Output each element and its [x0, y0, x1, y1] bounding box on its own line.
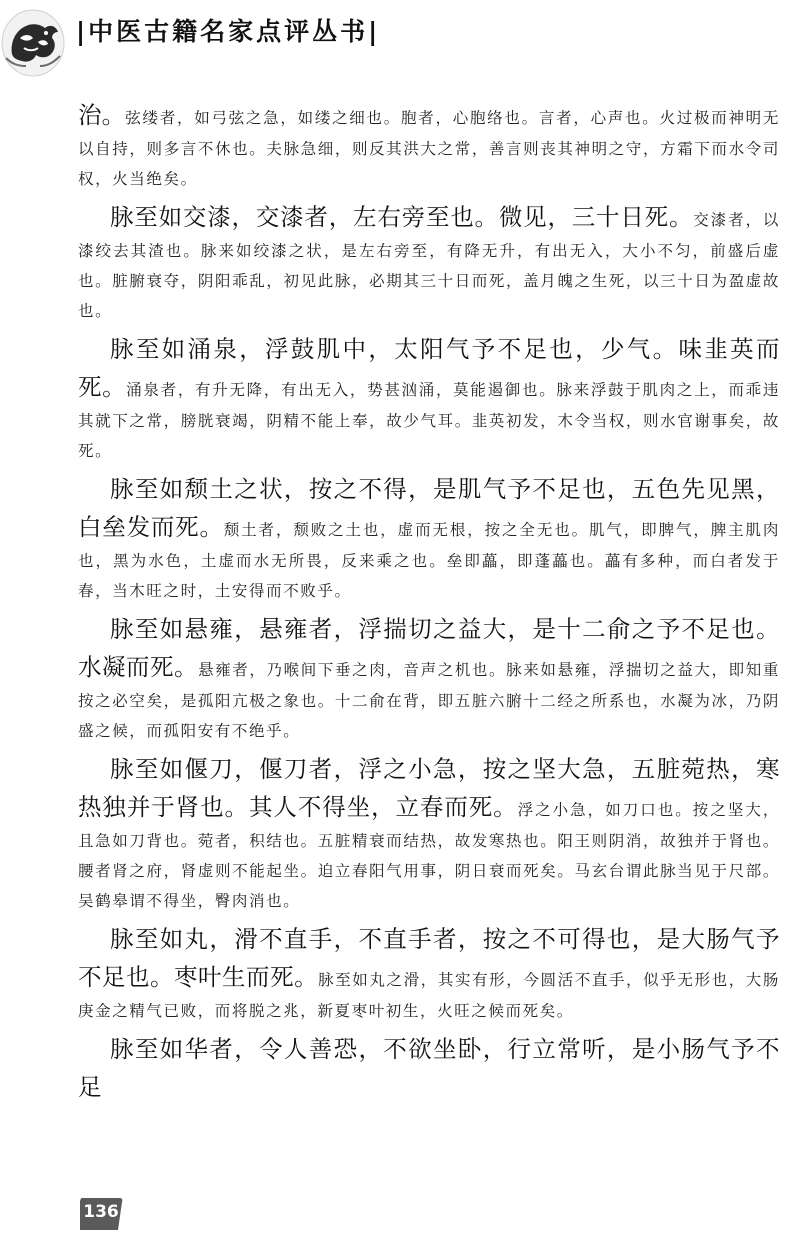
- commentary-text: 悬雍者，乃喉间下垂之肉，音声之机也。脉来如悬雍，浮揣切之益大，即知重按之必空矣，是孤阳亢极之象也。十二俞在背，即五脏六腑十二经之所系也，水凝为冰，乃阴盛之候，而孤阳安有不绝乎。: [78, 661, 780, 740]
- classic-text: 脉至如悬雍，悬雍者，浮揣切之益大，是十二俞之予不足也。水凝而死。: [78, 615, 780, 681]
- page-number-badge: [78, 1196, 124, 1232]
- qilin-emblem-icon: [0, 8, 66, 78]
- classic-text: 脉至如交漆，交漆者，左右旁至也。微见，三十日死。: [110, 203, 694, 231]
- commentary-text: 弦缕者，如弓弦之急，如缕之细也。胞者，心胞络也。言者，心声也。火过极而神明无以自持，则多言不休也。夫脉急细，则反其洪大之常，善言则丧其神明之守，方霜下而水令司权，火当绝矣。: [78, 109, 781, 188]
- page-header: [0, 0, 800, 86]
- paragraph: [78, 750, 780, 916]
- paragraph-lead-text: 治。: [78, 101, 126, 129]
- classic-text: 脉至如丸，滑不直手，不直手者，按之不可得也，是大肠气予不足也。枣叶生而死。: [78, 925, 780, 991]
- classic-text: 脉至如偃刀，偃刀者，浮之小急，按之坚大急，五脏菀热，寒热独并于肾也。其人不得坐，立春而死。: [78, 755, 780, 821]
- paragraph: [78, 920, 780, 1026]
- paragraph: [78, 96, 780, 194]
- classic-text: 脉至如颓土之状，按之不得，是肌气予不足也，五色先见黑，白垒发而死。: [78, 475, 780, 541]
- paragraph: [78, 330, 780, 466]
- paragraph: [78, 470, 780, 606]
- commentary-text: 脉至如丸之滑，其实有形，今圆活不直手，似乎无形也，大肠庚金之精气已败，而将脱之兆，新夏枣叶初生，火旺之候而死矣。: [78, 971, 781, 1020]
- page-body: [78, 96, 780, 1110]
- commentary-text: 浮之小急，如刀口也。按之坚大，且急如刀背也。菀者，积结也。五脏精衰而结热，故发寒热也。阳王则阴消，故独并于肾也。腰者肾之府，肾虚则不能起坐。迫立春阳气用事，阴日衰而死矣。马玄台谓此脉当见于尺部。吴鹤皋谓不得坐，臀肉消也。: [78, 801, 780, 910]
- series-title: |中医古籍名家点评丛书|: [76, 17, 381, 46]
- commentary-text: 涌泉者，有升无降，有出无入，势甚汹涌，莫能遏御也。脉来浮鼓于肌肉之上，而乖违其就下之常，膀胱衰竭，阴精不能上奉，故少气耳。韭英初发，木令当权，则水官谢事矣，故死。: [78, 381, 780, 460]
- page-number: 136: [83, 1202, 119, 1222]
- paragraph: [78, 610, 780, 746]
- commentary-text: 颓土者，颓败之土也，虚而无根，按之全无也。肌气，即脾气，脾主肌肉也，黑为水色，土虚而水无所畏，反来乘之也。垒即藟，即蓬藟也。藟有多种，而白者发于春，当木旺之时，土安得而不败乎。: [78, 521, 781, 600]
- classic-text: 脉至如华者，令人善恐，不欲坐卧，行立常听，是小肠气予不足: [78, 1035, 780, 1101]
- commentary-text: 交漆者，以漆绞去其渣也。脉来如绞漆之状，是左右旁至，有降无升，有出无入，大小不匀，前盛后虚也。脏腑衰夺，阴阳乖乱，初见此脉，必期其三十日而死，盖月魄之生死，以三十日为盈虚故也。: [78, 211, 780, 320]
- classic-text: 脉至如涌泉，浮鼓肌中，太阳气予不足也，少气。味韭英而死。: [78, 335, 780, 401]
- paragraph: [78, 1030, 780, 1106]
- paragraph: [78, 198, 780, 326]
